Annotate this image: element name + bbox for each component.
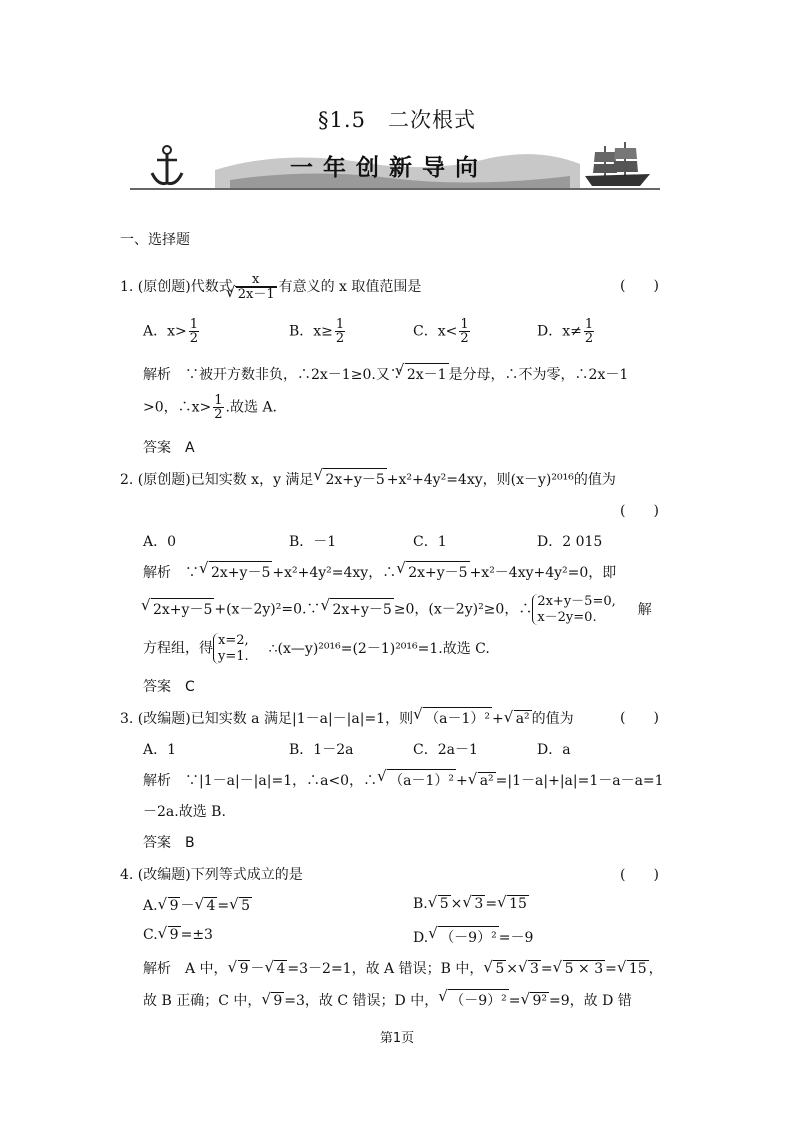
q1-answer: 答案 A	[143, 440, 195, 456]
q4-option-c: C.√ 9 =±3	[143, 926, 213, 943]
q3-option-d: D．a	[537, 742, 571, 758]
q3-answer: 答案 B	[143, 835, 195, 851]
q4-analysis-line1: 解析 A 中，√ 9 －√ 4 =3－2=1，故 A 错误；B 中，√ 5 ×√ 3 =√ 5 × 3 =√ 15 ，	[143, 958, 663, 978]
q4-option-a: A.√ 9 －√ 4 =√ 5	[143, 895, 252, 915]
section-heading: 一、选择题	[120, 232, 190, 248]
q2-stem: 2. (原创题)已知实数 x，y 满足√ 2x+y－5 +x²+4y²=4xy，则(x－y)²⁰¹⁶的值为	[120, 468, 616, 489]
q3-option-b: B．1－2a	[289, 742, 354, 758]
q4-analysis-line2: 故 B 正确；C 中，√ 9 =3，故 C 错误；D 中，√ （－9）² =√ 9² =9，故 D 错	[143, 989, 632, 1010]
q3-option-c: C．2a－1	[413, 742, 478, 758]
q1-option-a: A．x> $\frac{1}{2}$	[143, 317, 199, 346]
q2-option-d: D．2 015	[537, 534, 603, 550]
q4-option-d: D.√ （－9）² =－9	[413, 926, 533, 947]
q3-analysis-line1: 解析 ∵|1－a|－|a|=1，∴a<0，∴√ （a－1）² +√ a² =|1－a|+|a|=1－a－a=1	[143, 769, 664, 790]
q1-option-c: C．x< $\frac{1}{2}$	[413, 317, 469, 346]
q2-analysis-line2: √ 2x+y－5 +(x－2y)²=0.∵√ 2x+y－5 ≥0，(x－2y)²≥0，∴2x+y－5=0, x－2y=0. 解	[143, 594, 652, 625]
q2-option-b: B．－1	[289, 534, 337, 550]
q3-option-a: A．1	[143, 742, 177, 758]
q4-option-b: B.√ 5 ×√ 3 =√ 15	[413, 895, 529, 912]
banner-title: 一年创新导向	[290, 155, 488, 181]
q3-analysis-line2: －2a.故选 B.	[143, 804, 226, 820]
q4-stem: 4. (改编题)下列等式成立的是	[120, 867, 303, 883]
q1-paren: ( )	[620, 278, 659, 294]
q1-option-b: B．x≥ $\frac{1}{2}$	[289, 317, 345, 346]
q1-option-d: D．x≠ $\frac{1}{2}$	[537, 317, 594, 346]
q2-answer: 答案 C	[143, 679, 195, 695]
q2-paren: ( )	[620, 503, 659, 519]
page-title: §1.5 二次根式	[318, 108, 476, 132]
q3-stem: 3. (改编题)已知实数 a 满足|1－a|－|a|=1，则√ （a－1）² +√ a² 的值为	[120, 707, 574, 728]
ship-icon	[585, 142, 650, 186]
q1-analysis-line2: >0，∴x> $\frac{1}{2}$ .故选 A.	[143, 393, 278, 422]
q2-analysis-line3: 方程组，得x=2, y=1. ∴(x—y)²⁰¹⁶=(2－1)²⁰¹⁶=1.故选 C.	[143, 633, 490, 664]
q1-stem: 1. (原创题)代数式 x √ 2x－1 有意义的 x 取值范围是	[120, 273, 421, 301]
q3-paren: ( )	[620, 710, 659, 726]
q2-analysis-line1: 解析 ∵√ 2x+y－5 +x²+4y²=4xy，∴√ 2x+y－5 +x²－4xy+4y²=0，即	[143, 561, 616, 582]
q2-option-c: C．1	[413, 534, 447, 550]
q1-analysis-line1: 解析 ∵被开方数非负，∴2x－1≥0.又∵√ 2x－1 是分母，∴不为零，∴2x－1	[143, 363, 628, 384]
anchor-icon	[152, 146, 182, 184]
page-number: 第1页	[379, 1031, 415, 1046]
q4-paren: ( )	[620, 867, 659, 883]
q2-option-a: A．0	[143, 534, 177, 550]
